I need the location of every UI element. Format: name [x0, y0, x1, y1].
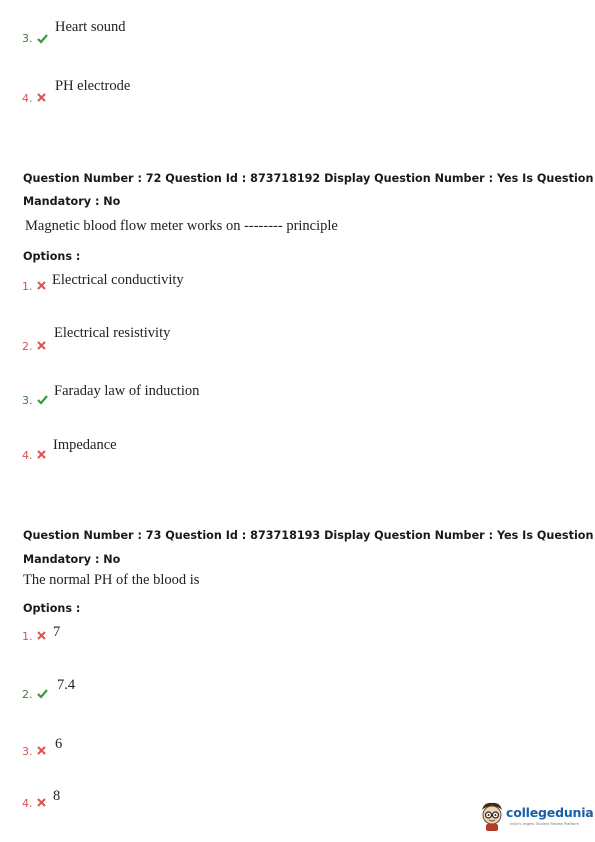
logo-name: collegedunia: [506, 805, 594, 820]
cross-icon: [37, 798, 46, 807]
check-icon: [37, 33, 48, 44]
option-number: 2.: [22, 340, 33, 353]
cross-icon: [37, 341, 46, 350]
question-header: Question Number : 73 Question Id : 873718193 Display Question Number : Yes Is Question: [23, 529, 594, 542]
option-text: 8: [53, 788, 61, 804]
option-text: 7.4: [57, 677, 76, 693]
option-text: 7: [53, 624, 61, 640]
check-icon: [37, 394, 48, 405]
question-header: Question Number : 72 Question Id : 873718192 Display Question Number : Yes Is Question: [23, 172, 594, 185]
cross-icon: [37, 450, 46, 459]
student-mascot-icon: [478, 800, 506, 832]
question-text: Magnetic blood flow meter works on -------- principle: [25, 218, 338, 234]
option-number: 3.: [22, 745, 33, 758]
options-label: Options :: [23, 250, 81, 263]
logo-tagline: India's largest Student Review Platform: [510, 822, 579, 826]
option-text: Impedance: [53, 437, 117, 453]
cross-icon: [37, 746, 46, 755]
option-number: 4.: [22, 797, 33, 810]
cross-icon: [37, 281, 46, 290]
option-number: 3.: [22, 394, 33, 407]
option-number: 4.: [22, 92, 33, 105]
option-text: Electrical resistivity: [54, 325, 171, 341]
option-number: 1.: [22, 630, 33, 643]
option-text: Faraday law of induction: [54, 383, 200, 399]
option-text: 6: [55, 736, 63, 752]
cross-icon: [37, 93, 46, 102]
question-text: The normal PH of the blood is: [23, 572, 200, 588]
option-number: 1.: [22, 280, 33, 293]
option-text: Electrical conductivity: [52, 272, 184, 288]
options-label: Options :: [23, 602, 81, 615]
option-number: 2.: [22, 688, 33, 701]
option-text: Heart sound: [55, 19, 126, 35]
option-number: 4.: [22, 449, 33, 462]
option-number: 3.: [22, 32, 33, 45]
question-mandatory: Mandatory : No: [23, 553, 121, 566]
option-text: PH electrode: [55, 78, 131, 94]
question-mandatory: Mandatory : No: [23, 195, 121, 208]
cross-icon: [37, 631, 46, 640]
check-icon: [37, 688, 48, 699]
